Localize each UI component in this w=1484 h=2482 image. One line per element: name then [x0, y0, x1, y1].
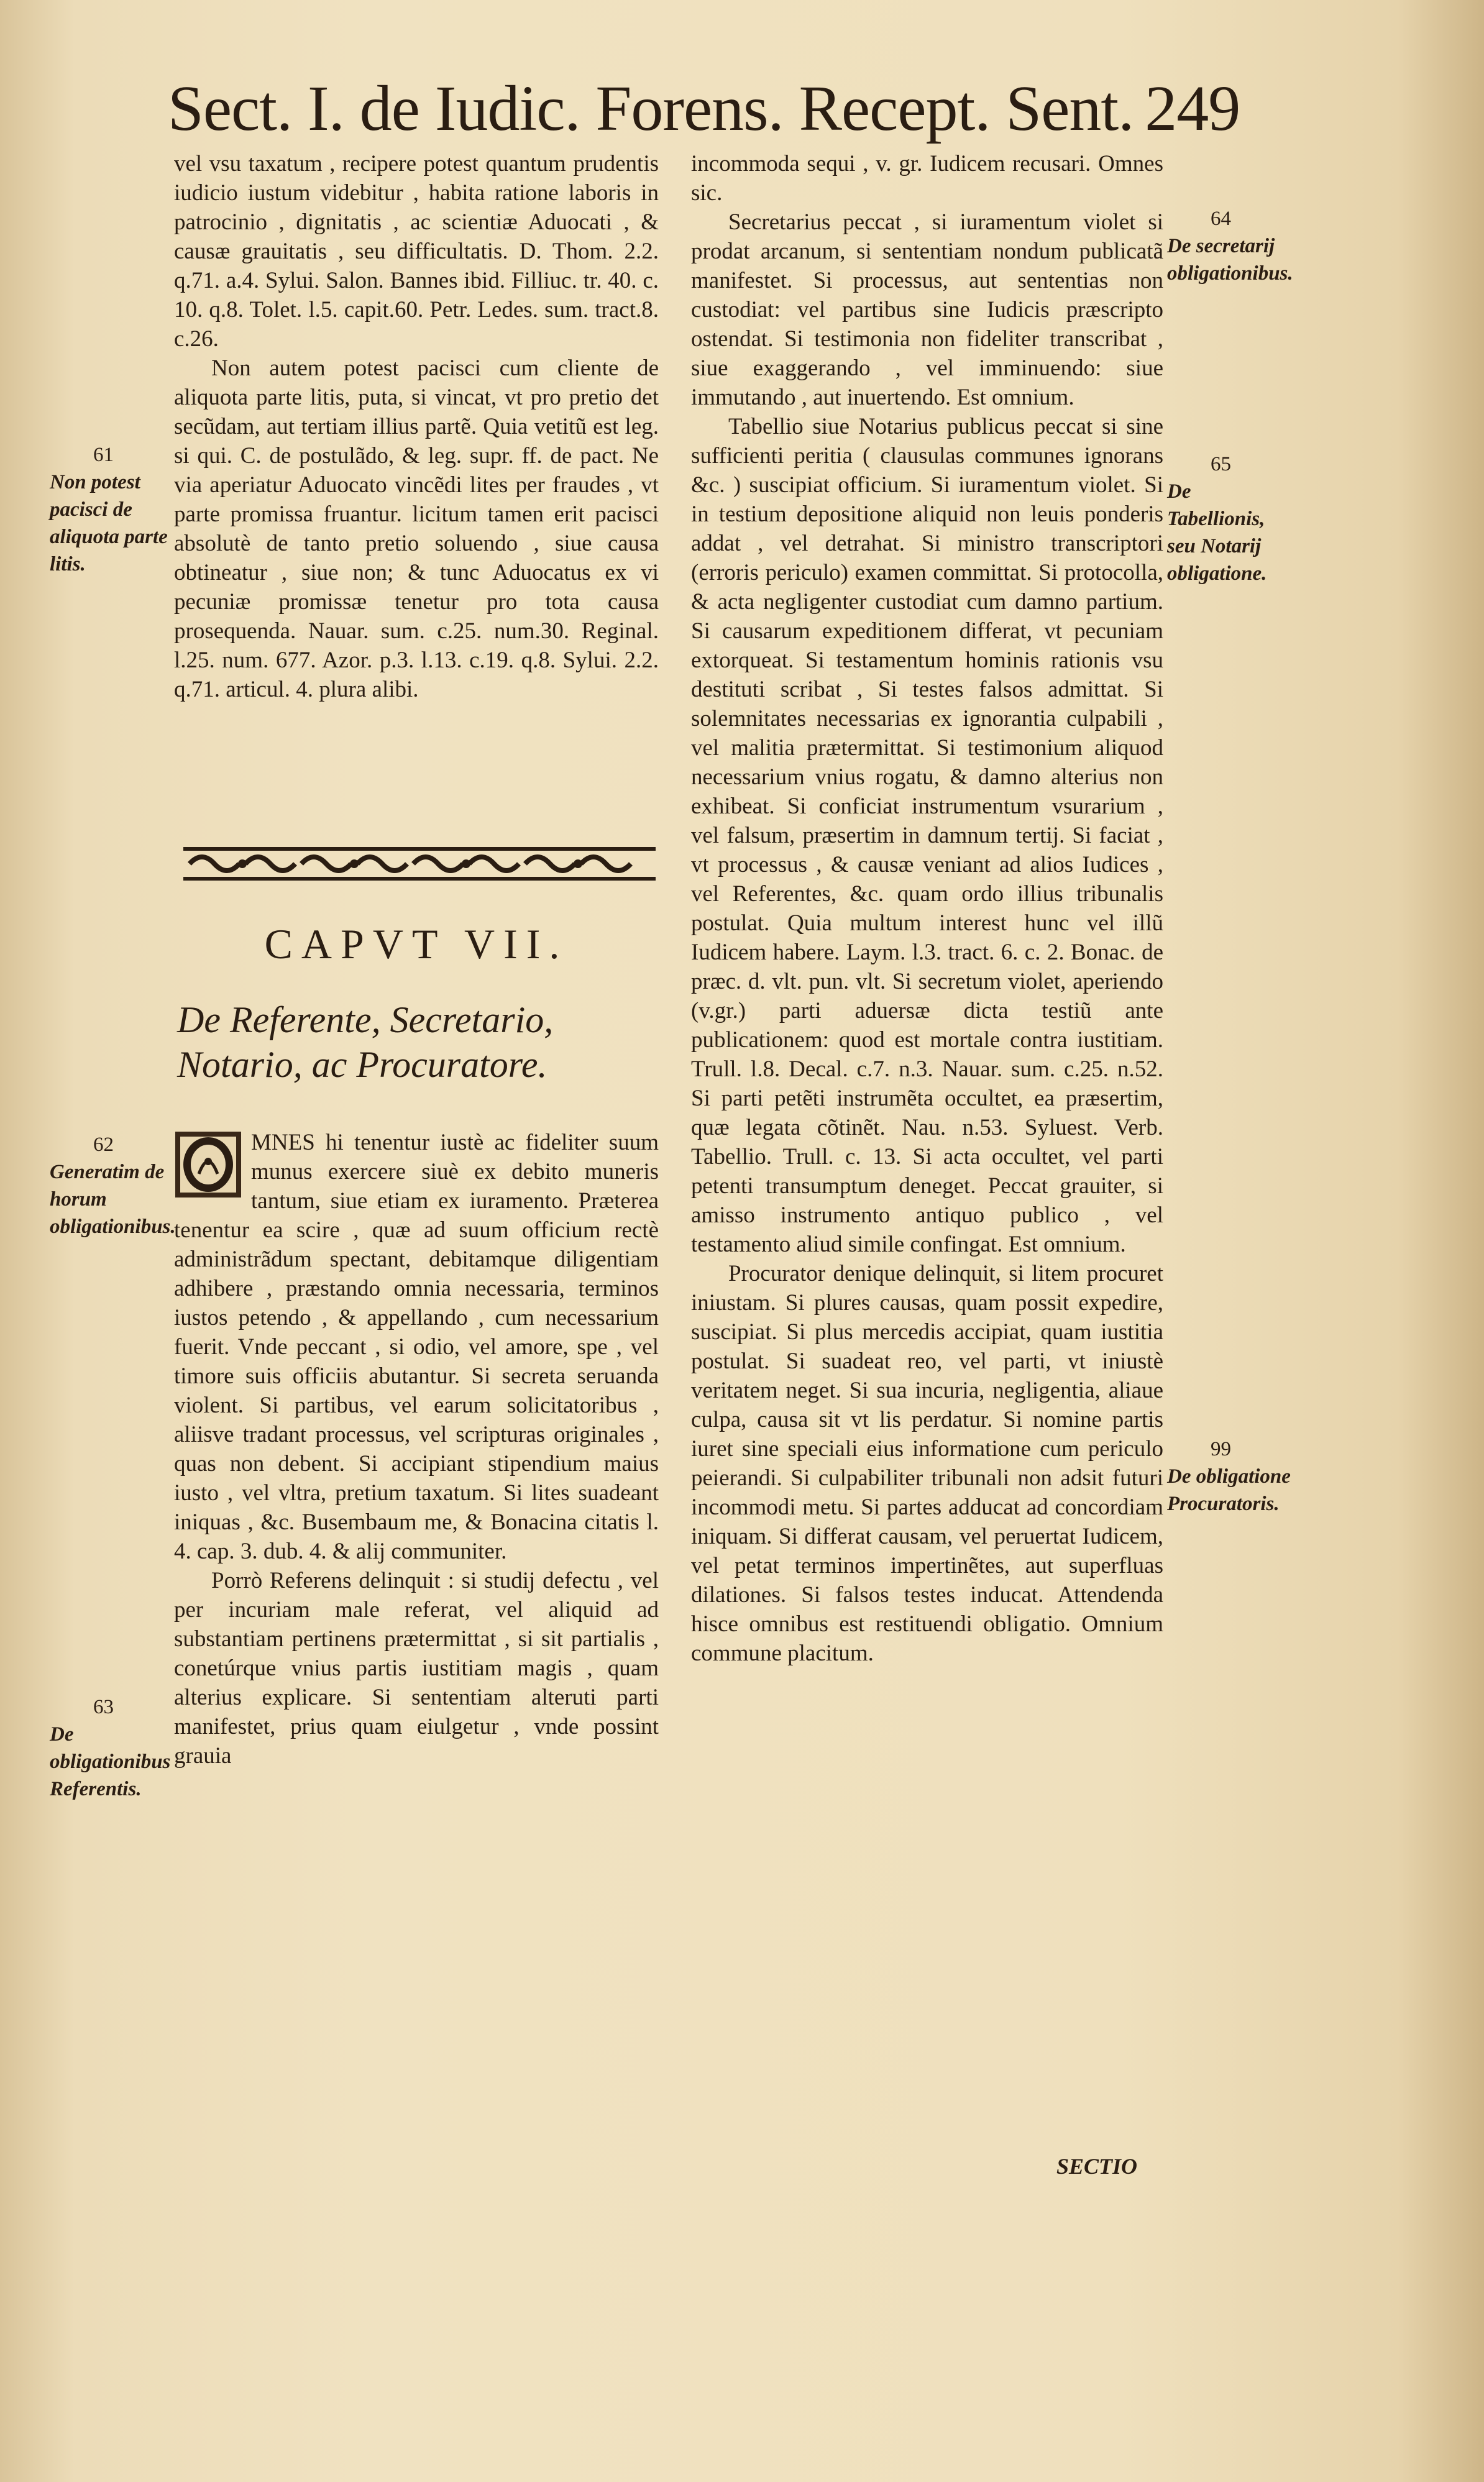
left-column-top: [174, 149, 659, 704]
chapter-subtitle: De Referente, Secretario, Notario, ac Procuratore.: [177, 999, 554, 1085]
margin-number: 64: [1211, 208, 1231, 230]
margin-number: 65: [1211, 453, 1231, 475]
margin-number: 99: [1211, 1438, 1231, 1460]
paragraph: Non autem potest pacisci cum cliente de aliquota parte litis, puta, si vincat, vt pro pretio det secũdam, aut tertiam illius partẽ. Quia vetitũ est leg. si qui. C. de postulãdo, & leg. supr. ff. de pact. Ne via aperiatur Aduocato vincẽdi lites per fraudes , vt parte promissa fruantur. licitum tamen erit pacisci absolutè de tanto pretio soluendo , siue causa obtineatur , siue non; & tunc Aduocatus ex vi pecuniæ promissæ tenetur pro tota causa prosequenda. Nauar. sum. c.25. num.30. Reginal. l.25. num. 677. Azor. p.3. l.13. c.19. q.8. Sylui. 2.2. q.71. articul. 4. plura alibi.: [174, 355, 659, 702]
margin-note-63: [50, 1693, 174, 1803]
margin-text: De secretarij obligationibus.: [1167, 235, 1293, 285]
paragraph: incommoda sequi , v. gr. Iudicem recusari. Omnes sic.: [691, 151, 1163, 206]
margin-note-99: [1167, 1436, 1291, 1518]
paragraph: Tabellio siue Notarius publicus peccat si sine sufficienti peritia ( clausulas communes ignorans &c. ) suscipiat officium. Si iuramentum violet. Si in testium depositione aliquid non leuis ponderis addat , vel detrahat. Si ministro transcriptori (erroris periculo) examen committat. Si protocolla, & acta negligenter custodiat cum damno partium. Si causarum expeditionem differat, vt pecuniam extorqueat. Si testamentum hominis rationis vsu destituti scribat , Si testes falsos admittat. Si solemnitates necessarias ex ignorantia culpabili , vel malitia prætermittat. Si testimonium aliquod necessarium vnius rogatu, & damno alterius non exhibeat. Si conficiat instrumentum vsurarium , vel falsum, præsertim in damnum tertij. Si faciat , vt processus , & causæ veniant ad alios Iudices , vel Referentes, &c. quam ordo illius tribunalis postulat. Quia multum interest hunc vel illũ Iudicem habere. Laym. l.3. tract. 6. c. 2. Bonac. de præc. d. vlt. pun. vlt. Si secretum violet, aperiendo (v.gr.) parti aduersæ dicta testiũ ante publicationem: quod est mortale contra iustitiam. Trull. l.8. Decal. c.7. n.3. Nauar. sum. c.25. n.52. Si parti petẽti instrumẽta occultet, ea præsertim, quæ legata cõtinẽt. Nau. n.53. Syluest. Verb. Tabellio. Trull. c. 13. Si acta occultet, vel parti petenti transumptum deneget. Peccat grauiter, si amisso instrumento antiquo publico , vel testamento aliud simile confingat. Est omnium.: [691, 414, 1163, 1257]
paragraph: vel vsu taxatum , recipere potest quantum prudentis iudicio iustum videbitur , habita ratione laboris in patrocinio , dignitatis , ac scientiæ Aduocati , & causæ grauitatis , seu difficultatis. D. Thom. 2.2. q.71. a.4. Sylui. Salon. Bannes ibid. Filliuc. tr. 40. c. 10. q.8. Tolet. l.5. capit.60. Petr. Ledes. sum. tract.8. c.26.: [174, 151, 659, 352]
margin-note-65: [1167, 451, 1291, 587]
paragraph: Secretarius peccat , si iuramentum violet si prodat arcanum, si sententiam nondum publicatã manifestet. Si processus, aut sententias non custodiat: vel partibus sine Iudicis præscripto ostendat. Si testimonia non fideliter transcribat , siue exaggerando , vel imminuendo: siue immutando , aut inuertendo. Est omnium.: [691, 209, 1163, 410]
margin-number: 62: [93, 1133, 114, 1156]
margin-note-62: [50, 1131, 176, 1240]
paragraph: Porrò Referens delinquit : si studij defectu , vel per incuriam male referat, vel aliquid ad substantiam pertinens prætermittat , si sit partialis , conetúrque vnius partis iustitiam magis , quam alterius explicare. Si sententiam alteruti parti manifestet, prius quam eiulgetur , vnde possint grauia: [174, 1568, 659, 1769]
ornament-band: [183, 842, 656, 886]
margin-text: De obligatione Procuratoris.: [1167, 1465, 1291, 1515]
chapter-title: CAPVT VII.: [264, 920, 569, 968]
margin-text: Non potest pacisci de aliquota parte litis.: [50, 471, 168, 575]
margin-number: 63: [93, 1696, 114, 1718]
catchword: SECTIO: [1056, 2154, 1138, 2179]
margin-number: 61: [93, 444, 114, 466]
margin-text: De Tabellionis, seu Notarij obligatione.: [1167, 480, 1267, 585]
running-header: [168, 68, 1240, 149]
margin-note-64: [1167, 205, 1291, 287]
margin-text: Generatim de horum obligationibus.: [50, 1161, 176, 1238]
paragraph: MNES hi tenentur iustè ac fideliter suum munus exercere siuè ex debito muneris tantum, siue etiam ex iuramento. Præterea tenentur ea scire , quæ ad suum officium rectè administrãdum spectant, debitamque diligentiam adhibere , præstando omnia necessaria, terminos iustos petendo , & appellando , cum necessarium fuerit. Vnde peccant , si odio, vel amore, spe , vel timore suis officiis abutantur. Si secreta seruanda violent. Si partibus, vel earum solicitatoribus , aliisve tradant processus, vel scripturas originales , quas non debent. Si accipiant stipendium maius iusto , vel vltra, pretium taxatum. Si lites suadeant iniquas , &c. Busembaum me, & Bonacina citatis l. 4. cap. 3. dub. 4. & alij communiter.: [174, 1130, 659, 1564]
margin-text: De obligationibus Referentis.: [50, 1723, 171, 1800]
paragraph: Procurator denique delinquit, si litem procuret iniustam. Si plures causas, quam possit expedire, suscipiat. Si plus mercedis accipiat, quam iustitia postulat. Si suadeat reo, vel parti, vt iniustè veritatem neget. Si sua incuria, negligentia, aliaue culpa, causa sit vt lis perdatur. Si nomine partis iuret sine speciali eius informatione cum periculo peierandi. Si culpabiliter tribunali non adsit futuri incommodi metu. Si partes adducat ad concordiam iniquam. Si differat causam, vel peruertat Iudicem, vel petat terminos impertinẽtes, aut superfluas dilationes. Si falsos testes inducat. Attendenda hisce omnibus est restituendi obligatio. Omnium commune placitum.: [691, 1261, 1163, 1666]
margin-note-61: [50, 441, 168, 578]
left-column-bottom: [174, 1128, 659, 1770]
decorated-initial-icon: [174, 1130, 242, 1199]
running-title: Sect. I. de Iudic. Forens. Recept. Sent.: [168, 73, 1134, 144]
right-column: [691, 149, 1163, 1668]
page-number: 249: [1145, 73, 1240, 144]
